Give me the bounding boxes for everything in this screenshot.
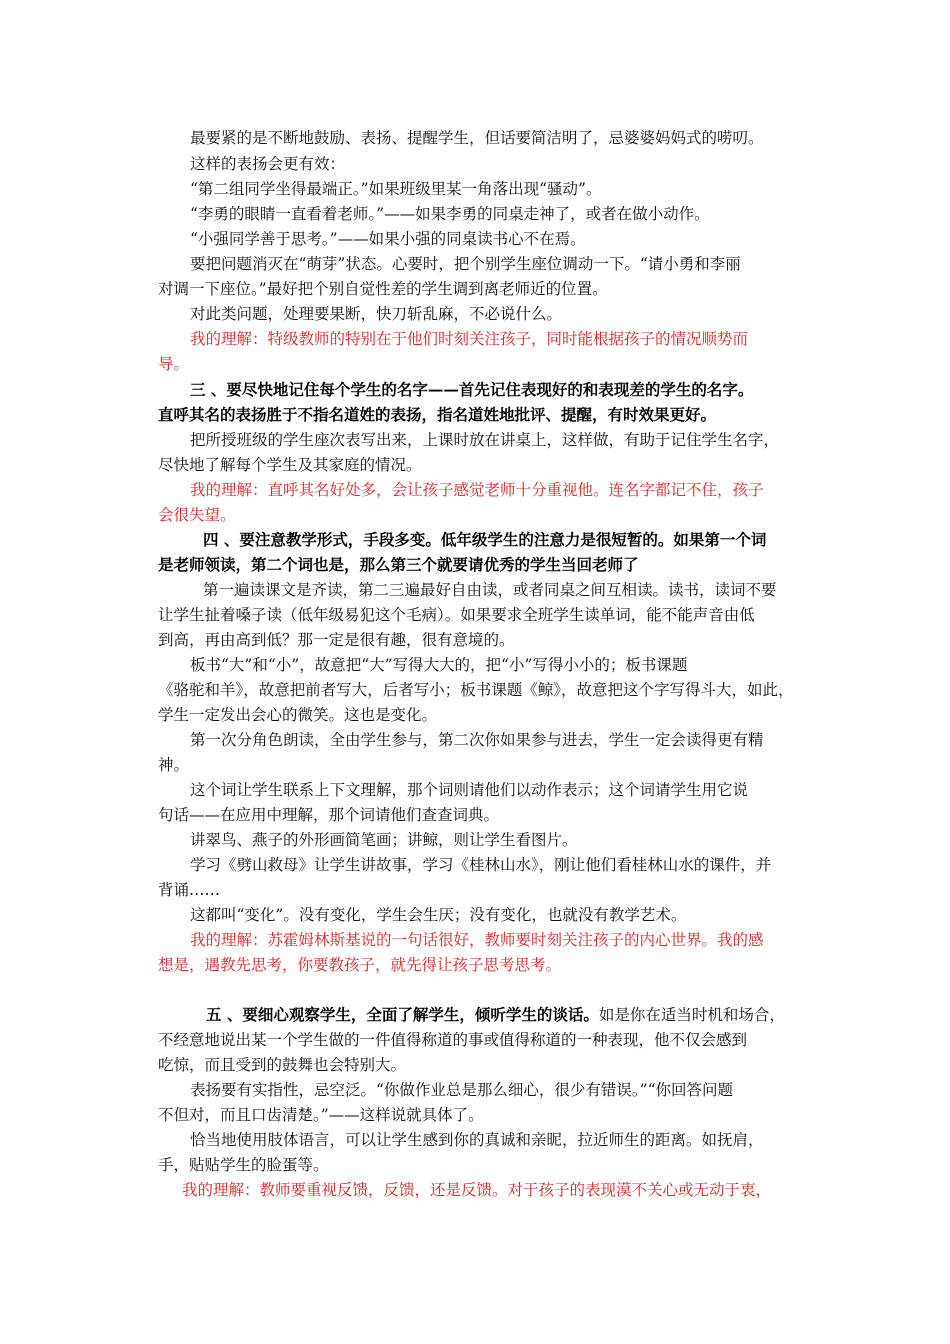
reflection-line: 我的理解：特级教师的特别在于他们时刻关注孩子，同时能根据孩子的情况顺势而 <box>190 330 749 348</box>
paragraph-line: 最要紧的是不断地鼓励、表扬、提醒学生，但话要简洁明了，忌婆婆妈妈式的唠叨。 <box>190 129 764 147</box>
paragraph-line: 吃惊，而且受到的鼓舞也会特别大。 <box>158 1056 407 1074</box>
section-heading-4: 是老师领读，第二个词也是，那么第三个就要请优秀的学生当回老师了 <box>158 555 639 574</box>
paragraph-line: 不但对，而且口齿清楚。”——这样说就具体了。 <box>158 1106 484 1124</box>
paragraph-line: 恰当地使用肢体语言，可以让学生感到你的真诚和亲昵，拉近师生的距离。如抚肩， <box>190 1131 764 1149</box>
reflection-line: 想是，遇教先思考，你要教孩子，就先得让孩子思考思考。 <box>158 956 562 974</box>
reflection-line: 我的理解：教师要重视反馈，反馈，还是反馈。对于孩子的表现漠不关心或无动于衷， <box>182 1181 772 1199</box>
section-heading-5-rest: 如是你在适当时机和场合， <box>598 1006 785 1024</box>
section-heading-3: 直呼其名的表扬胜于不指名道姓的表扬，指名道姓地批评、提醒，有时效果更好。 <box>158 405 717 424</box>
reflection-line: 我的理解：直呼其名好处多，会让孩子感觉老师十分重视他。连名字都记不住，孩子 <box>190 481 764 499</box>
paragraph-line: “李勇的眼睛一直看着老师。”——如果李勇的同桌走神了，或者在做小动作。 <box>190 205 710 223</box>
paragraph-line: “小强同学善于思考。”——如果小强的同桌读书心不在焉。 <box>190 230 586 248</box>
section-heading-4: 四 、要注意教学形式，手段多变。低年级学生的注意力是很短暂的。如果第一个词 <box>203 530 767 549</box>
paragraph-line: “第二组同学坐得最端正。”如果班级里某一角落出现“骚动”。 <box>190 180 602 198</box>
paragraph-line: 讲翠鸟、燕子的外形画简笔画；讲鲸，则让学生看图片。 <box>190 831 578 849</box>
paragraph-line: 不经意地说出某一个学生做的一件值得称道的事或值得称道的一种表现，他不仅会感到 <box>158 1031 748 1049</box>
paragraph-line: 这都叫“变化”。没有变化，学生会生厌；没有变化，也就没有教学艺术。 <box>190 906 687 924</box>
paragraph-line: 《骆驼和羊》，故意把前者写大，后者写小；板书课题《鲸》，故意把这个字写得斗大，如此， <box>158 681 794 699</box>
paragraph-line: 尽快地了解每个学生及其家庭的情况。 <box>158 456 422 474</box>
paragraph-line: 这个词让学生联系上下文理解，那个词则请他们以动作表示；这个词请学生用它说 <box>190 781 749 799</box>
paragraph-line: 要把问题消灭在“萌芽”状态。心要时，把个别学生座位调动一下。“请小勇和李丽 <box>190 255 741 273</box>
paragraph-line: 表扬要有实指性，忌空泛。“你做作业总是那么细心，很少有错误。”“你回答问题 <box>190 1081 734 1099</box>
paragraph-line: 学习《劈山救母》让学生讲故事，学习《桂林山水》，刚让他们看桂林山水的课件，并 <box>190 856 772 874</box>
paragraph-line: 把所授班级的学生座次表写出来，上课时放在讲桌上，这样做，有助于记住学生名字， <box>190 431 780 449</box>
paragraph-line: 句话——在应用中理解，那个词请他们查查词典。 <box>158 806 500 824</box>
section-heading-3: 三 、要尽快地记住每个学生的名字——首先记住表现好的和表现差的学生的名字。 <box>190 380 754 399</box>
reflection-line: 我的理解：苏霍姆林斯基说的一句话很好，教师要时刻关注孩子的内心世界。我的感 <box>190 931 764 949</box>
paragraph-line: 背诵…… <box>158 881 221 899</box>
paragraph-line: 到高，再由高到低？那一定是很有趣，很有意境的。 <box>158 631 515 649</box>
paragraph-line: 让学生扯着嗓子读（低年级易犯这个毛病）。如果要求全班学生读单词，能不能声音由低 <box>158 606 755 624</box>
paragraph-line: 学生一定发出会心的微笑。这也是变化。 <box>158 706 438 724</box>
paragraph-line: 这样的表扬会更有效： <box>190 155 346 173</box>
paragraph-line: 神。 <box>158 756 190 774</box>
reflection-line: 会很失望。 <box>158 506 236 524</box>
paragraph-line: 第一次分角色朗读，全由学生参与，第二次你如果参与进去，学生一定会读得更有精 <box>190 731 764 749</box>
paragraph-line: 手，贴贴学生的脸蛋等。 <box>158 1156 329 1174</box>
paragraph-line: 对调一下座位。”最好把个别自觉性差的学生调到离老师近的位置。 <box>158 280 608 298</box>
section-heading-5 <box>206 1003 785 1027</box>
paragraph-line: 第一遍读课文是齐读，第二三遍最好自由读，或者同桌之间互相读。读书，读词不要 <box>203 581 777 599</box>
paragraph-line: 对此类问题，处理要果断，快刀斩乱麻，不必说什么。 <box>190 305 563 323</box>
reflection-line: 导。 <box>158 355 190 373</box>
paragraph-line: 板书“大”和“小”，故意把“大”写得大大的，把“小”写得小小的；板书课题 <box>190 656 688 674</box>
section-heading-5-bold: 五 、要细心观察学生，全面了解学生，倾听学生的谈话。 <box>206 1005 599 1024</box>
